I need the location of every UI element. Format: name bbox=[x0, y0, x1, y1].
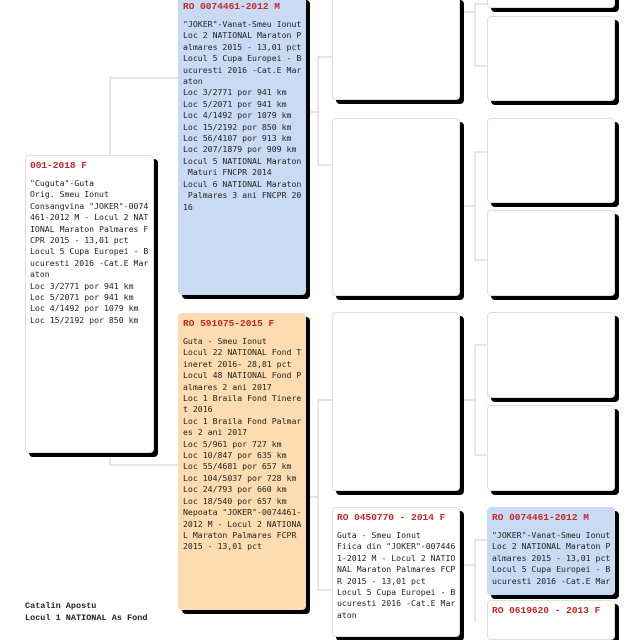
detail-line: Loc 24/793 por 660 km bbox=[183, 484, 287, 495]
detail-line: Loc 1 Braila Fond Palmar bbox=[183, 415, 302, 426]
detail-line: Maturi FNCPR 2014 bbox=[183, 167, 272, 178]
detail-line: 2012 M - Locul 2 NATIONA bbox=[183, 518, 302, 529]
card-details bbox=[183, 336, 301, 553]
detail-line: Locul 48 NATIONAL Fond P bbox=[183, 370, 302, 381]
detail-line: t 2016 bbox=[183, 404, 213, 415]
detail-line: Locul 6 NATIONAL Maraton bbox=[183, 178, 302, 189]
detail-line: almares 2 ani 2017 bbox=[183, 381, 272, 392]
detail-line: Loc 3/2771 por 941 km bbox=[30, 280, 134, 291]
detail-line: 1-2012 M - Locul 2 NATIO bbox=[337, 552, 456, 563]
pedigree-card-dam[interactable] bbox=[178, 313, 306, 610]
detail-line: CPR 2015 - 13,01 pct bbox=[30, 235, 129, 246]
detail-line: Loc 2 NATIONAL Maraton P bbox=[183, 30, 302, 41]
detail-line: Loc 104/5037 por 728 km bbox=[183, 472, 297, 483]
detail-line: Loc 4/1492 por 1079 km bbox=[183, 110, 292, 121]
detail-line: ucuresti 2016 -Cat.E Mar bbox=[492, 575, 611, 586]
detail-line: Loc 4/1492 por 1079 km bbox=[30, 303, 139, 314]
pedigree-card-g4-1[interactable] bbox=[487, 0, 615, 8]
detail-line: "JOKER"-Vanat-Smeu Ionut bbox=[492, 530, 611, 540]
detail-line: Loc 1 Braila Fond Tinere bbox=[183, 393, 302, 404]
detail-line: NAL Maraton Palmares FCP bbox=[337, 564, 456, 575]
card-details bbox=[183, 19, 301, 213]
detail-line: Loc 207/1879 por 909 km bbox=[183, 144, 297, 155]
detail-line: Locul 5 NATIONAL Maraton bbox=[183, 155, 302, 166]
pedigree-card-sire[interactable] bbox=[178, 0, 306, 295]
ring-number: 001-2018 F bbox=[30, 160, 88, 171]
detail-line: L Maraton Palmares FCPR bbox=[183, 529, 297, 540]
card-details bbox=[30, 178, 149, 326]
detail-line: ucuresti 2016 -Cat.E Mar bbox=[183, 64, 302, 75]
pedigree-card-g4-5[interactable] bbox=[487, 312, 615, 398]
ring-number: RO 0450770 - 2014 F bbox=[337, 512, 446, 523]
detail-line: Loc 5/2071 por 941 km bbox=[183, 98, 287, 109]
pedigree-card-g4-4[interactable] bbox=[487, 210, 615, 296]
detail-line: 16 bbox=[183, 201, 193, 212]
detail-line: R 2015 - 13,01 pct bbox=[337, 575, 426, 586]
detail-line: Guta - Smeu Ionut bbox=[183, 336, 267, 346]
detail-line: Fiica din "JOKER"-007446 bbox=[337, 541, 456, 552]
detail-line: IONAL Maraton Palmares F bbox=[30, 223, 149, 234]
owner-title: Locul 1 NATIONAL As Fond bbox=[25, 613, 148, 623]
detail-line: Loc 15/2192 por 850 km bbox=[30, 314, 139, 325]
detail-line: 2015 - 13,01 pct bbox=[183, 541, 262, 552]
ring-number: RO 591075-2015 F bbox=[183, 318, 275, 329]
detail-line: Nepoata "JOKER"-0074461- bbox=[183, 507, 302, 518]
detail-line: Locul 5 Cupa Europei - B bbox=[337, 587, 456, 598]
detail-line: Palmares 3 ani FNCPR 20 bbox=[183, 190, 302, 201]
detail-line: Loc 18/540 por 657 km bbox=[183, 495, 287, 506]
detail-line: aton bbox=[30, 269, 50, 280]
pedigree-card-dam-sire[interactable] bbox=[332, 312, 460, 491]
detail-line: "JOKER"-Vanat-Smeu Ionut bbox=[183, 19, 302, 29]
detail-line: Locul 22 NATIONAL Fond T bbox=[183, 347, 302, 358]
detail-line: Guta - Smeu Ionut bbox=[337, 530, 421, 540]
detail-line: Loc 2 NATIONAL Maraton P bbox=[492, 541, 611, 552]
detail-line: Locul 5 Cupa Europei - B bbox=[30, 246, 149, 257]
detail-line: "Cuguta"-Guta bbox=[30, 178, 95, 188]
pedigree-card-sire-sire[interactable] bbox=[332, 0, 460, 100]
detail-line: aton bbox=[337, 609, 357, 620]
pedigree-card-g4-6[interactable] bbox=[487, 405, 615, 491]
owner-info bbox=[25, 600, 147, 624]
detail-line: Loc 5/961 por 727 km bbox=[183, 438, 282, 449]
detail-line: Loc 3/2771 por 941 km bbox=[183, 87, 287, 98]
ring-number: RO 0074461-2012 M bbox=[492, 512, 589, 523]
detail-line: ineret 2016- 28,81 pct bbox=[183, 358, 292, 369]
detail-line: almares 2015 - 13,01 pct bbox=[492, 552, 611, 563]
pedigree-card-g4-3[interactable] bbox=[487, 118, 615, 203]
card-details bbox=[492, 530, 610, 587]
detail-line: ucuresti 2016 -Cat.E Mar bbox=[337, 598, 456, 609]
detail-line: aton bbox=[183, 76, 203, 87]
pedigree-card-sire-dam[interactable] bbox=[332, 118, 460, 296]
ring-number: RO 0619620 - 2013 F bbox=[492, 605, 601, 616]
detail-line: Loc 15/2192 por 850 km bbox=[183, 121, 292, 132]
pedigree-card-dam-dam-sire[interactable] bbox=[487, 507, 615, 595]
detail-line: Orig. Smeu Ionut bbox=[30, 189, 109, 200]
detail-line: Loc 5/2071 por 941 km bbox=[30, 292, 134, 303]
owner-name: Catalin Apostu bbox=[25, 601, 97, 611]
detail-line: Loc 55/4681 por 657 km bbox=[183, 461, 292, 472]
detail-line: almares 2015 - 13,01 pct bbox=[183, 41, 302, 52]
detail-line: Consangvina "JOKER"-0074 bbox=[30, 200, 149, 211]
detail-line: es 2 ani 2017 bbox=[183, 427, 248, 438]
detail-line: Loc 56/4107 por 913 km bbox=[183, 133, 292, 144]
pedigree-card-dam-dam-dam[interactable] bbox=[487, 600, 615, 640]
detail-line: 461-2012 M - Locul 2 NAT bbox=[30, 212, 149, 223]
pedigree-card-subject[interactable] bbox=[25, 155, 154, 453]
pedigree-card-g4-2[interactable] bbox=[487, 16, 615, 101]
detail-line: ucuresti 2016 -Cat.E Mar bbox=[30, 257, 149, 268]
detail-line: Loc 10/847 por 635 km bbox=[183, 450, 287, 461]
card-details bbox=[337, 530, 455, 621]
detail-line: Locul 5 Cupa Europei - B bbox=[492, 564, 611, 575]
pedigree-card-dam-dam[interactable] bbox=[332, 507, 460, 637]
ring-number: RO 0074461-2012 M bbox=[183, 1, 280, 12]
detail-line: Locul 5 Cupa Europei - B bbox=[183, 53, 302, 64]
